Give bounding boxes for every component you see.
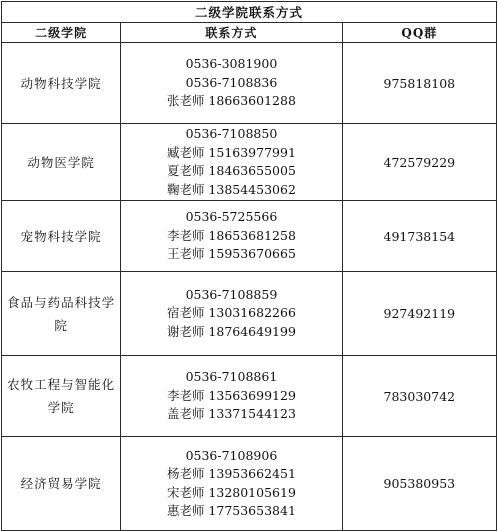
contact-line: 夏老师 18463655005 [166, 163, 296, 178]
qq-group-number: 905380953 [342, 437, 496, 531]
title-row [2, 2, 497, 23]
contact-line: 李老师 18653681258 [166, 227, 296, 243]
college-name: 动物医学院 [2, 124, 121, 201]
contact-info [121, 201, 342, 272]
contact-info [121, 43, 342, 124]
contact-line: 臧老师 15163977991 [166, 144, 296, 160]
contact-line: 鞠老师 13854453062 [166, 181, 296, 197]
contact-line: 0536-7108906 [185, 447, 278, 463]
contact-info [121, 437, 342, 531]
header-row [2, 23, 497, 43]
table-row [2, 437, 497, 531]
college-name: 经济贸易学院 [2, 437, 121, 531]
contact-line: 宿老师 13031682266 [166, 305, 296, 321]
qq-group-number: 975818108 [342, 43, 496, 124]
contact-line: 张老师 18663601288 [166, 93, 296, 109]
college-name: 食品与药品科技学院 [2, 272, 121, 356]
contact-info [121, 272, 342, 356]
contact-line: 盖老师 13371544123 [166, 406, 296, 422]
contact-line: 0536-7108850 [185, 126, 278, 141]
table-title: 二级学院联系方式 [2, 2, 497, 23]
contact-info [121, 124, 342, 201]
table-row [2, 272, 497, 356]
college-name: 动物科技学院 [2, 43, 121, 124]
header-qq: QQ群 [342, 23, 496, 43]
contact-line: 0536-7108859 [185, 286, 278, 302]
contact-line: 0536-3081900 [185, 56, 278, 72]
table-row [2, 201, 497, 272]
contact-line: 李老师 13563699129 [166, 387, 296, 403]
contact-line: 0536-5725566 [185, 209, 278, 225]
qq-group-number: 783030742 [342, 356, 496, 437]
header-college: 二级学院 [2, 23, 121, 43]
college-name: 宠物科技学院 [2, 201, 121, 272]
contact-line: 谢老师 18764649199 [166, 323, 296, 339]
contact-line: 惠老师 17753653841 [166, 503, 296, 518]
header-contact: 联系方式 [121, 23, 342, 43]
qq-group-number: 927492119 [342, 272, 496, 356]
college-name: 农牧工程与智能化学院 [2, 356, 121, 437]
contact-line: 宋老师 13280105619 [166, 484, 296, 500]
table-row [2, 43, 497, 124]
contact-line: 0536-7108836 [185, 74, 278, 90]
contact-line: 杨老师 13953662451 [166, 466, 296, 481]
qq-group-number: 472579229 [342, 124, 496, 201]
contact-line: 0536-7108861 [185, 369, 278, 385]
college-contact-table [1, 1, 497, 531]
table-row [2, 356, 497, 437]
contact-info [121, 356, 342, 437]
table-row [2, 124, 497, 201]
qq-group-number: 491738154 [342, 201, 496, 272]
contact-line: 王老师 15953670665 [166, 246, 296, 262]
